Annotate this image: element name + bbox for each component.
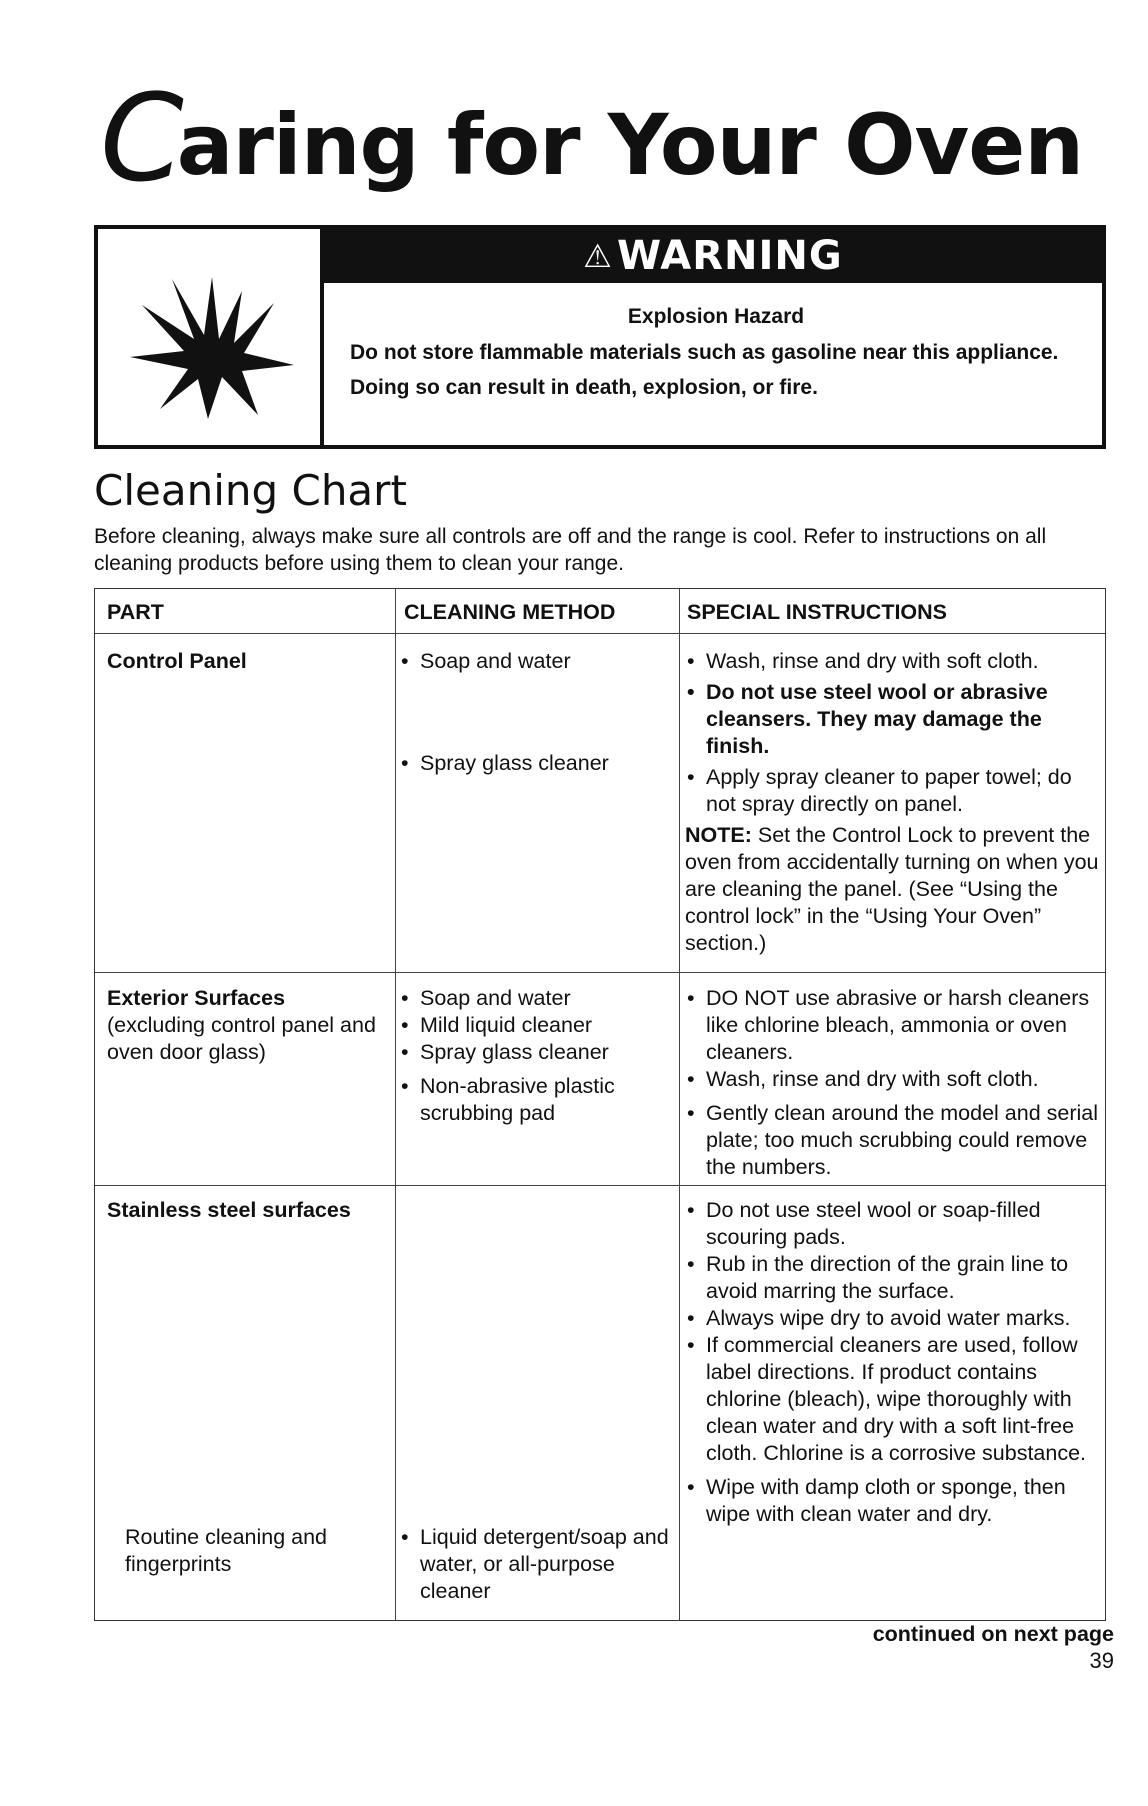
intro-text: Before cleaning, always make sure all controls are off and the range is cool. Refer to instructions on all cleaning products before using them to clean your range.	[94, 525, 1047, 575]
part-note: (excluding control panel and oven door glass)	[107, 1013, 376, 1064]
column-header-method: CLEANING METHOD	[404, 600, 616, 624]
warning-box	[94, 225, 1106, 449]
instruction-item: • DO NOT use abrasive or harsh cleaners like chlorine bleach, ammonia or oven cleaners.	[685, 985, 1101, 1066]
instructions-list	[685, 1197, 1101, 1528]
instruction-item: • If commercial cleaners are used, follow label directions. If product contains chlorine (bleach), wipe thoroughly with clean water and dry with a soft lint-free cloth. Chlorine is a corrosive substance.	[685, 1332, 1101, 1467]
warning-label: WARNING	[616, 233, 843, 279]
explosion-icon	[124, 269, 300, 419]
method-item: • Soap and water	[399, 648, 669, 675]
page-title	[100, 70, 1084, 209]
method-item: • Soap and water	[399, 985, 671, 1012]
method-item: • Mild liquid cleaner	[399, 1012, 671, 1039]
instruction-item: • Do not use steel wool or soap-filled scouring pads.	[685, 1197, 1101, 1251]
page-number: 39	[1089, 1648, 1114, 1673]
warning-line: Doing so can result in death, explosion, or fire.	[350, 376, 818, 399]
warning-line: Do not store flammable materials such as gasoline near this appliance.	[350, 341, 1059, 364]
title-initial: C	[100, 70, 183, 209]
column-divider	[395, 589, 396, 1620]
instruction-item: • Rub in the direction of the grain line to avoid marring the surface.	[685, 1251, 1101, 1305]
sub-part-routine-cleaning: Routine cleaning and fingerprints	[125, 1525, 328, 1576]
method-item: • Spray glass cleaner	[399, 1039, 671, 1066]
instruction-item: • Wash, rinse and dry with soft cloth.	[685, 1066, 1101, 1093]
note-label: NOTE:	[685, 823, 752, 847]
warning-banner	[324, 229, 1102, 283]
method-list	[399, 1524, 673, 1605]
part-stainless-steel: Stainless steel surfaces	[107, 1198, 351, 1222]
part-exterior-surfaces	[107, 985, 387, 1066]
title-text: aring for Your Oven	[176, 96, 1084, 194]
row-divider	[95, 972, 1105, 973]
continued-note: continued on next page	[872, 1622, 1114, 1646]
method-item: • Non-abrasive plastic scrubbing pad	[399, 1073, 671, 1127]
warning-triangle-icon: ⚠	[583, 237, 613, 275]
part-name: Exterior Surfaces	[107, 986, 286, 1010]
section-title: Cleaning Chart	[94, 466, 407, 515]
instruction-item: • Wash, rinse and dry with soft cloth.	[685, 648, 1101, 675]
method-list	[399, 985, 671, 1127]
part-control-panel: Control Panel	[107, 649, 247, 673]
note-text: Set the Control Lock to prevent the oven from accidentally turning on when you are cleaning the panel. (See “Using the control lock” in the “Using Your Oven” section.)	[685, 823, 1099, 955]
method-list	[399, 648, 669, 777]
note	[685, 822, 1101, 957]
column-header-instructions: SPECIAL INSTRUCTIONS	[687, 600, 948, 624]
row-divider	[95, 633, 1105, 634]
instruction-item: • Wipe with damp cloth or sponge, then wipe with clean water and dry.	[685, 1474, 1101, 1528]
instructions-list	[685, 648, 1101, 957]
instruction-item: • Gently clean around the model and serial plate; too much scrubbing could remove the numbers.	[685, 1100, 1101, 1181]
column-header-part: PART	[107, 600, 164, 624]
instruction-item-bold: • Do not use steel wool or abrasive cleansers. They may damage the finish.	[685, 679, 1101, 760]
method-item: • Liquid detergent/soap and water, or all-purpose cleaner	[399, 1524, 673, 1605]
row-divider	[95, 1185, 1105, 1186]
hazard-title: Explosion Hazard	[627, 305, 805, 328]
cleaning-chart	[94, 588, 1106, 1621]
warning-text	[350, 303, 1082, 409]
method-item: • Spray glass cleaner	[399, 750, 669, 777]
warning-icon-cell	[98, 229, 324, 445]
instructions-list	[685, 985, 1101, 1181]
instruction-item: • Apply spray cleaner to paper towel; do not spray directly on panel.	[685, 764, 1101, 818]
instruction-item: • Always wipe dry to avoid water marks.	[685, 1305, 1101, 1332]
column-divider	[679, 589, 680, 1620]
